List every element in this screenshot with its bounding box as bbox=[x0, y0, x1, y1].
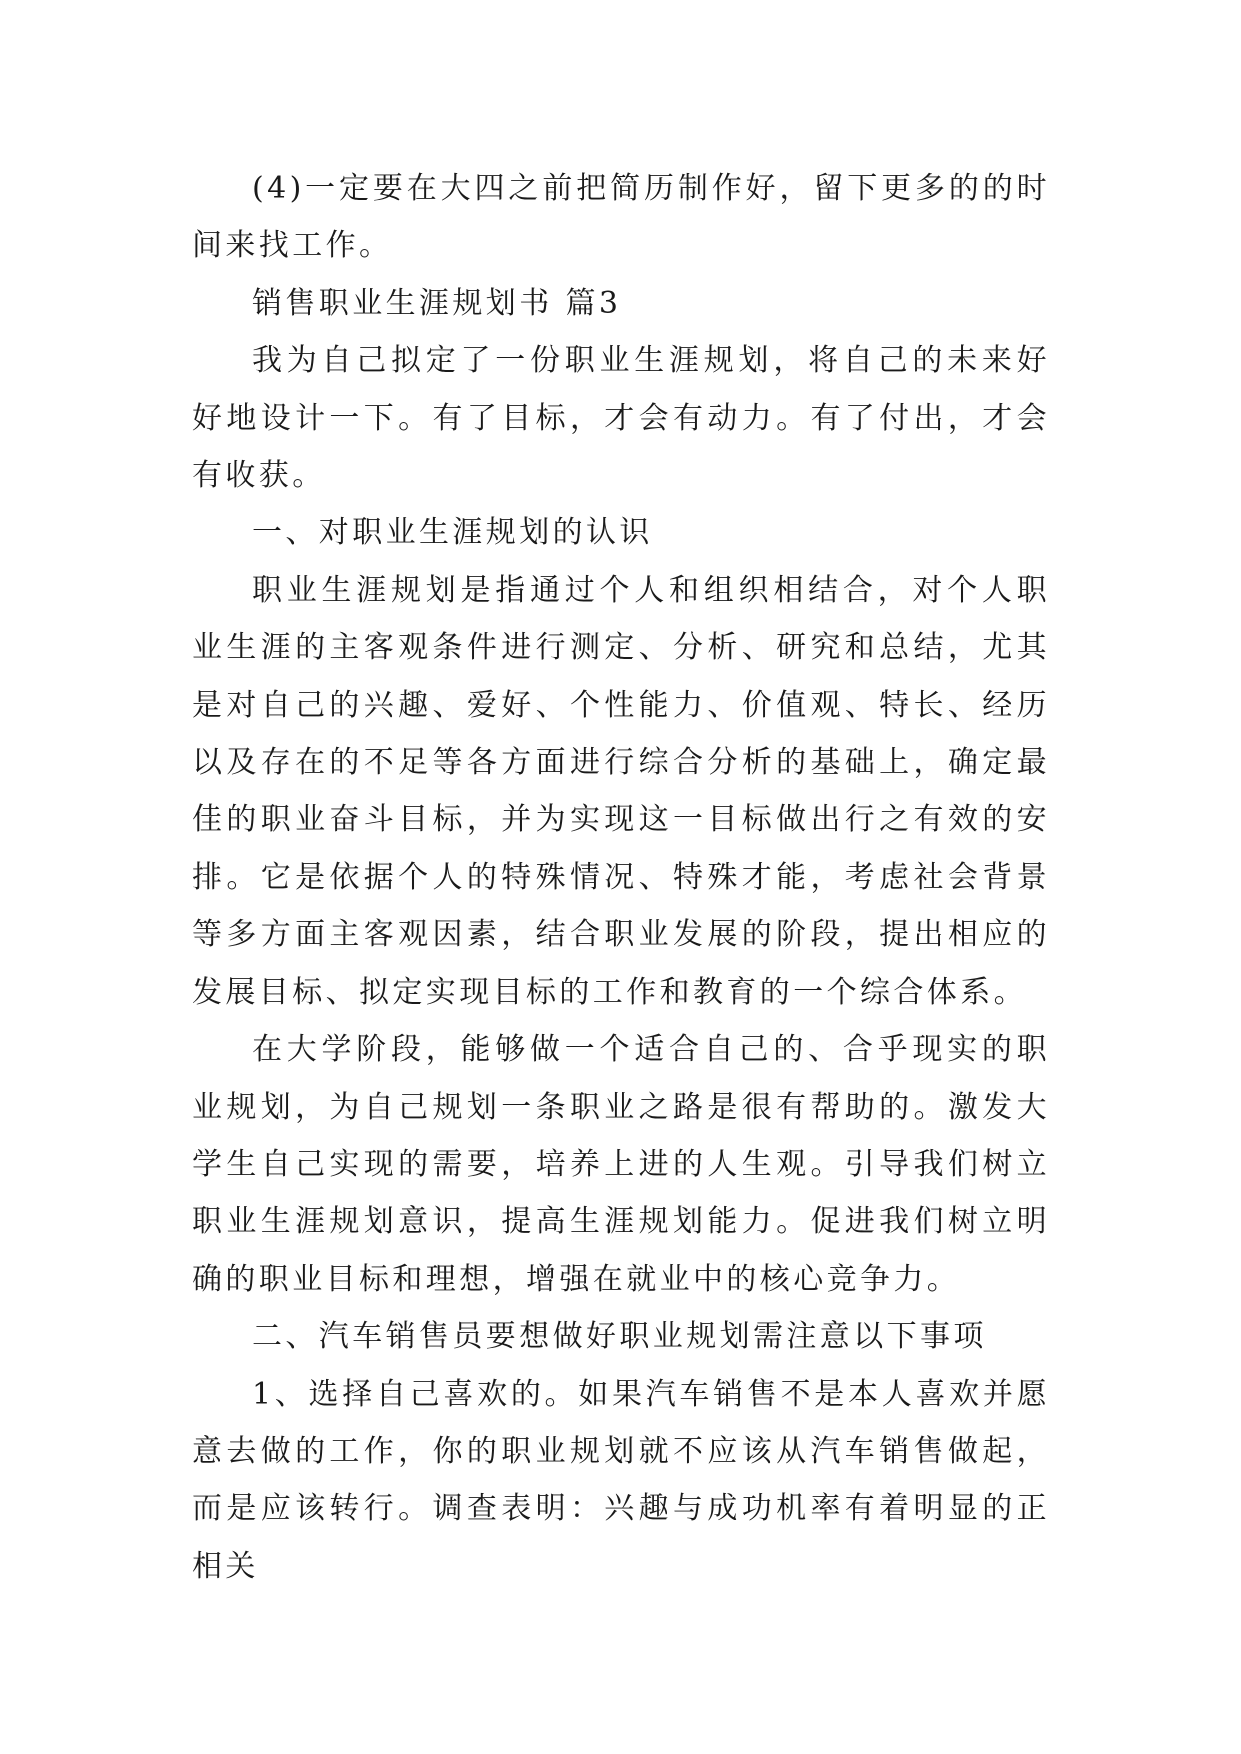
paragraph-university-stage: 在大学阶段，能够做一个适合自己的、合乎现实的职业规划，为自己规划一条职业之路是很有帮助的。激发大学生自己实现的需要，培养上进的人生观。引导我们树立职业生涯规划意识，提高生涯规划能力。促进我们树立明确的职业目标和理想，增强在就业中的核心竞争力。 bbox=[192, 1032, 1050, 1297]
paragraph-choose-liked: 1、选择自己喜欢的。如果汽车销售不是本人喜欢并愿意去做的工作，你的职业规划就不应该从汽车销售做起，而是应该转行。调查表明：兴趣与成功机率有着明显的正相关 bbox=[192, 1376, 1050, 1584]
paragraph-definition: 职业生涯规划是指通过个人和组织相结合，对个人职业生涯的主客观条件进行测定、分析、研究和总结，尤其是对自己的兴趣、爱好、个性能力、价值观、特长、经历以及存在的不足等各方面进行综合分析的基础上，确定最佳的职业奋斗目标，并为实现这一目标做出行之有效的安排。它是依据个人的特殊情况、特殊才能，考虑社会背景等多方面主客观因素，结合职业发展的阶段，提出相应的发展目标、拟定实现目标的工作和教育的一个综合体系。 bbox=[192, 572, 1050, 1010]
section-title-part-3: 销售职业生涯规划书 篇3 bbox=[252, 285, 622, 321]
heading-understanding: 一、对职业生涯规划的认识 bbox=[252, 515, 653, 551]
heading-notes: 二、汽车销售员要想做好职业规划需注意以下事项 bbox=[252, 1319, 987, 1355]
document-body bbox=[192, 160, 1050, 1595]
paragraph-resume-tip: (4)一定要在大四之前把简历制作好，留下更多的的时间来找工作。 bbox=[192, 171, 1050, 264]
paragraph-intro: 我为自己拟定了一份职业生涯规划，将自己的未来好好地设计一下。有了目标，才会有动力。有了付出，才会有收获。 bbox=[192, 343, 1050, 494]
